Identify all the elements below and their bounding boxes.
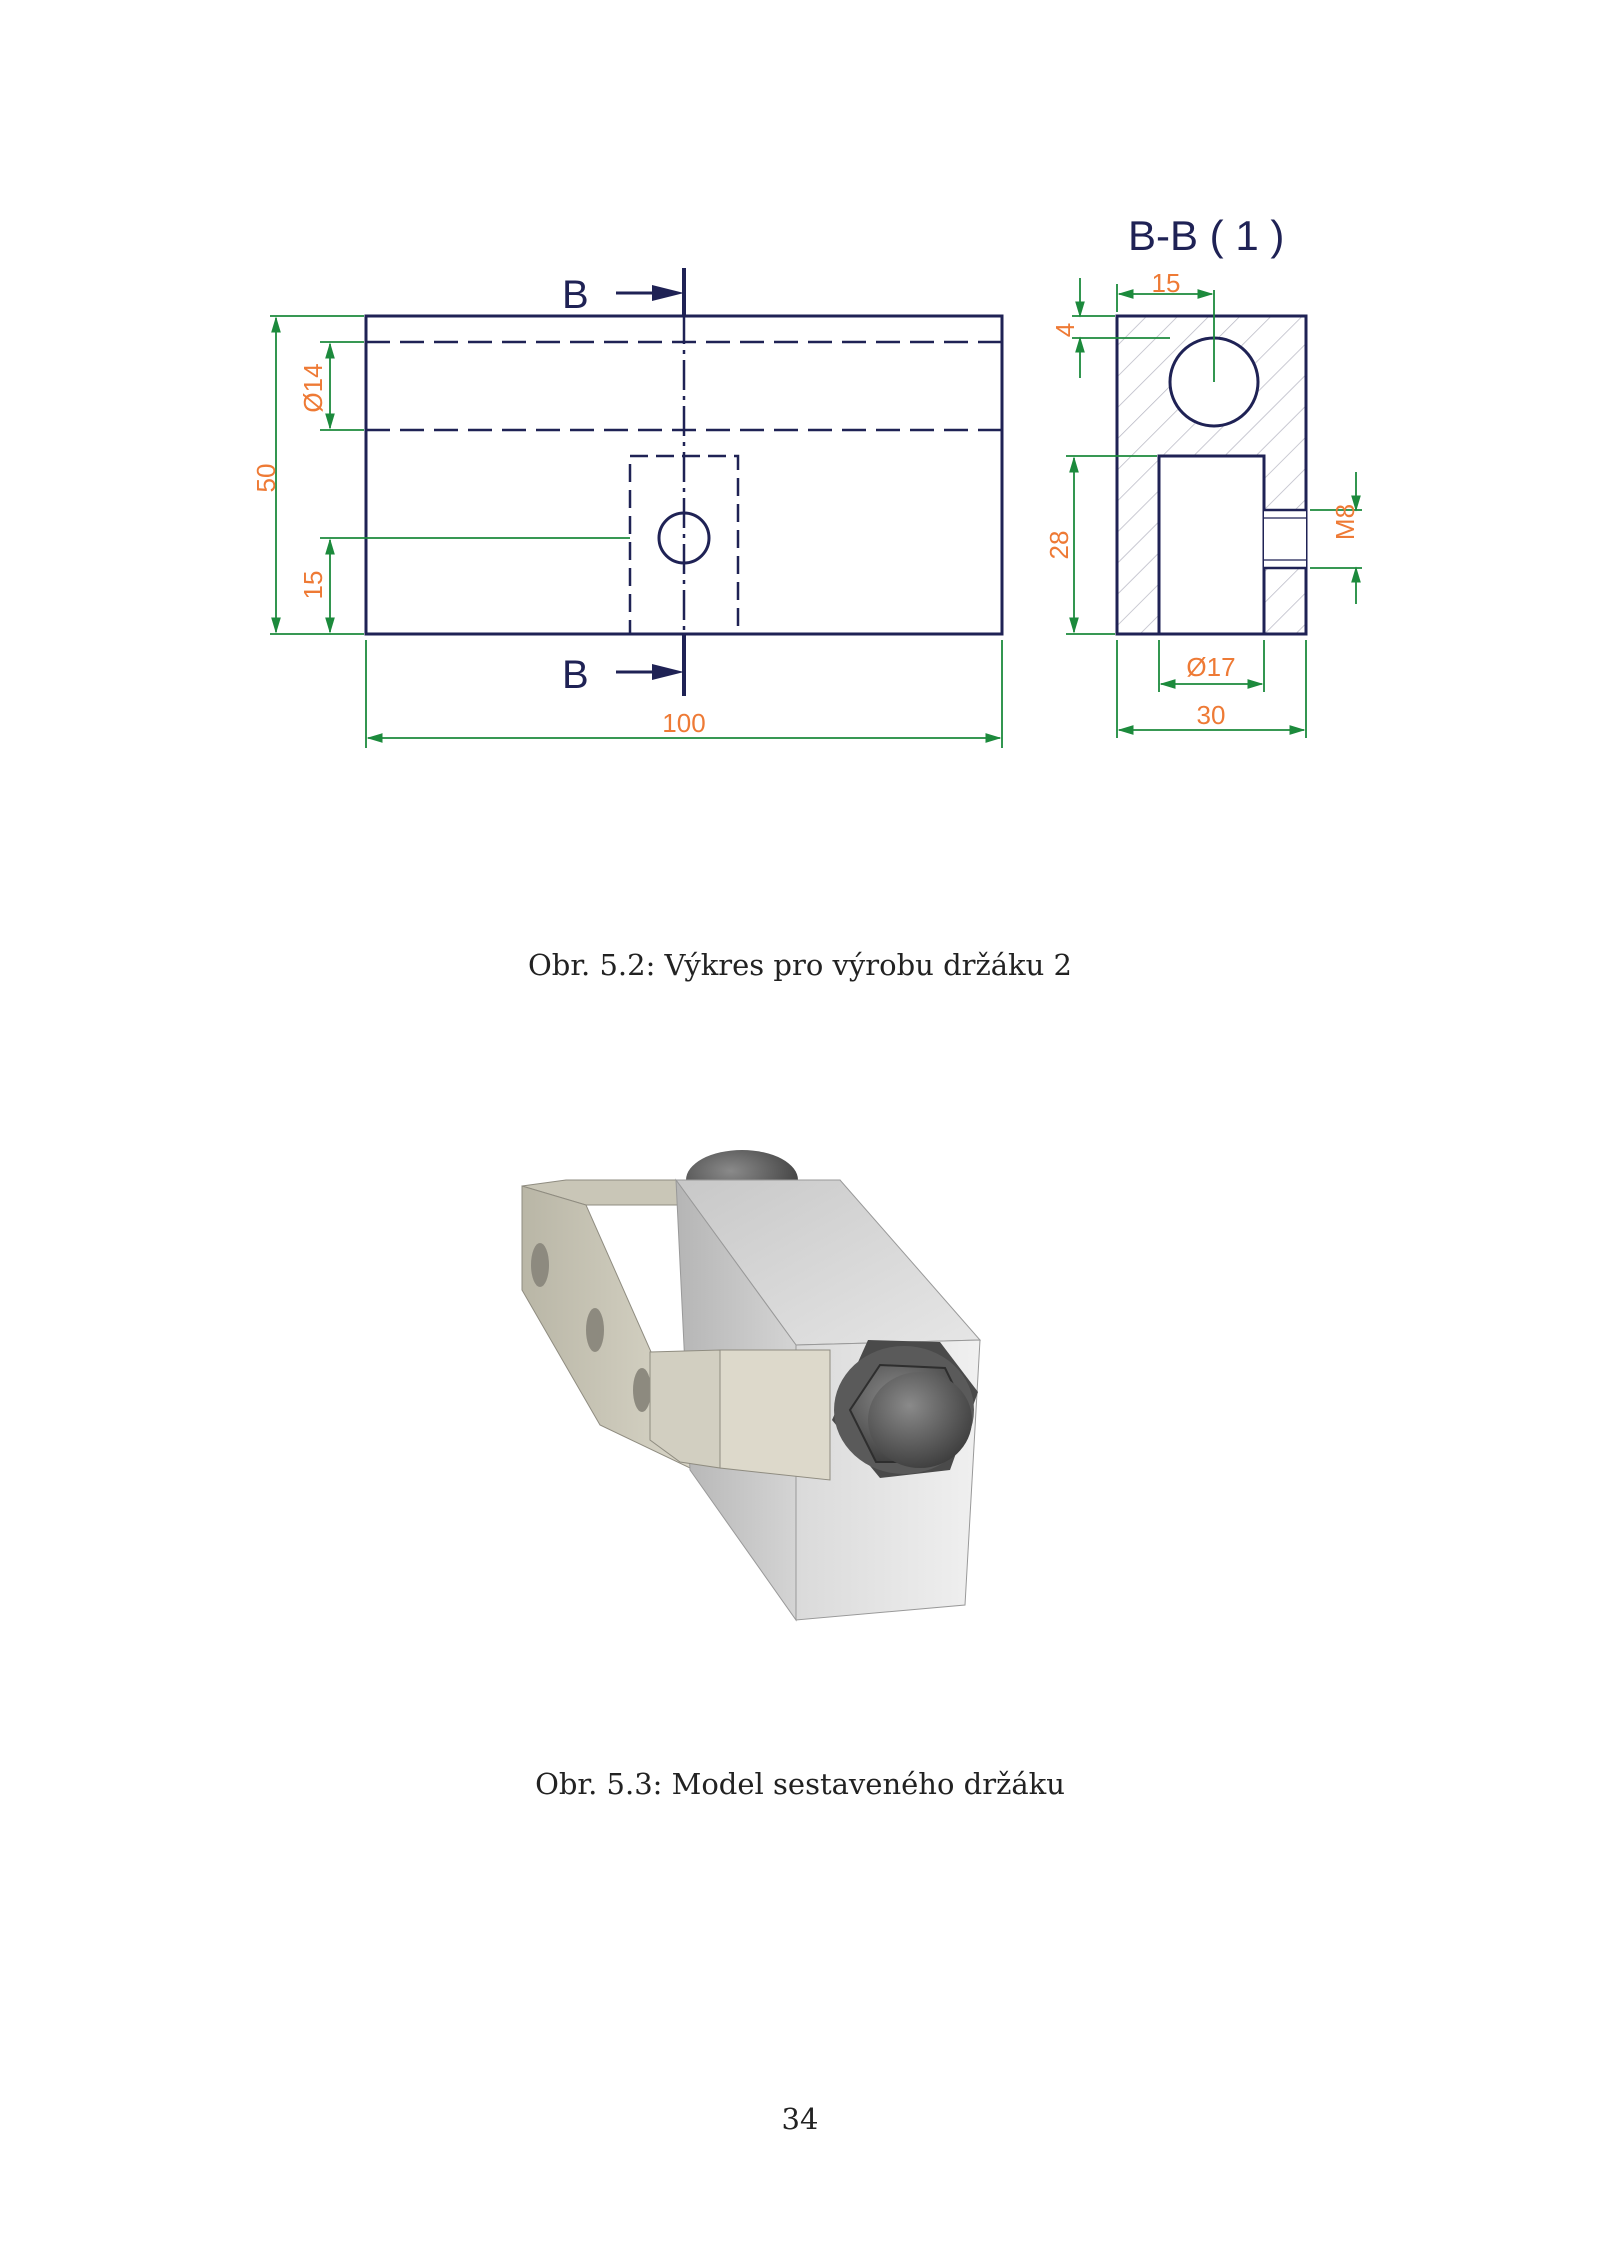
section-title: B-B ( 1 ) [1128,212,1285,259]
section-marker-bottom: B [562,653,589,697]
dim-width: 30 [1196,700,1226,730]
section-view [1117,290,1306,634]
section-thread-hole [1264,510,1306,568]
section-slot [1159,456,1264,634]
dim-hole-offset: 15 [298,570,328,600]
section-arrow-top [652,285,684,301]
dim-top-wall: 4 [1050,322,1080,338]
front-view [366,268,1002,696]
section-marker-top: B [562,273,589,317]
front-view-dimensions [270,316,1002,748]
dim-thread: M8 [1330,503,1360,541]
figure-caption-model: Obr. 5.3: Model sestaveného držáku [535,1767,1065,1801]
dim-bore-position: 15 [1151,268,1181,298]
page-number: 34 [781,2102,819,2136]
section-arrow-bottom [652,664,684,680]
dim-height: 50 [251,463,281,493]
dim-length: 100 [662,708,706,738]
dim-bore-diameter: Ø14 [298,363,328,413]
figure-caption-drawing: Obr. 5.2: Výkres pro výrobu držáku 2 [528,948,1072,982]
assembly-model-image [522,1150,980,1620]
dim-slot-depth: 28 [1044,530,1074,560]
dim-slot-width: Ø17 [1186,652,1236,682]
